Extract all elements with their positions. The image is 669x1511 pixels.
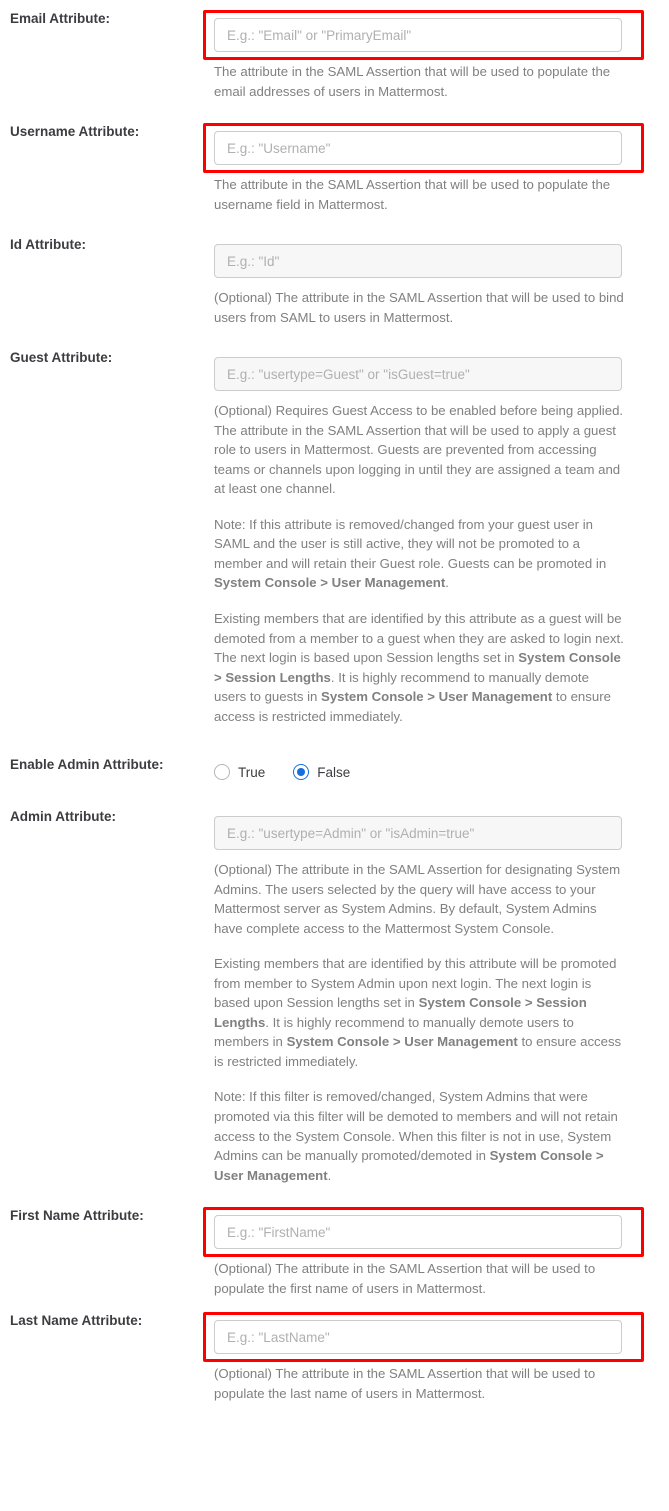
field-row-username-attribute	[0, 123, 669, 214]
help-guest-attribute-3: Existing members that are identified by this attribute as a guest will be demoted from a member to a guest when they are asked to login next. The next login is based upon Session lengths set in System Console > Session Lengths. It is highly recommend to manually demote users to guests in System Console > User Management to ensure access is restricted immediately.	[214, 610, 624, 724]
id-attribute-input[interactable]	[214, 244, 622, 278]
radio-circle-true[interactable]	[214, 764, 230, 780]
email-attribute-input[interactable]	[214, 18, 622, 52]
help-username-attribute: The attribute in the SAML Assertion that will be used to populate the username field in Mattermost.	[214, 177, 611, 212]
highlight-box-email-attribute	[214, 10, 633, 56]
radio-enable-admin-attribute-false[interactable]	[293, 764, 350, 780]
help-last-name-attribute: (Optional) The attribute in the SAML Assertion that will be used to populate the last name of users in Mattermost.	[214, 1366, 596, 1401]
label-last-name-attribute: Last Name Attribute:	[10, 1313, 143, 1329]
help-admin-attribute-1: (Optional) The attribute in the SAML Assertion for designating System Admins. The users selected by the query will have access to your Mattermost server as System Admins. By default, System Admins have complete access to the Mattermost System Console.	[214, 862, 621, 936]
label-enable-admin-attribute: Enable Admin Attribute:	[10, 757, 164, 773]
field-row-first-name-attribute	[0, 1207, 669, 1298]
highlight-box-last-name-attribute	[214, 1312, 633, 1358]
first-name-attribute-input[interactable]	[214, 1215, 622, 1249]
field-row-admin-attribute	[0, 808, 669, 1185]
help-email-attribute: The attribute in the SAML Assertion that will be used to populate the email addresses of users in Mattermost.	[214, 64, 611, 99]
help-guest-attribute-1: (Optional) Requires Guest Access to be enabled before being applied. The attribute in the SAML Assertion that will be used to apply a guest role to users in Mattermost. Guests are prevented from accessing teams or channels upon logging in until they are assigned a team and at least one channel.	[214, 403, 624, 497]
input-wrap-admin-attribute	[214, 808, 633, 854]
guest-attribute-input[interactable]	[214, 357, 622, 391]
username-attribute-input[interactable]	[214, 131, 622, 165]
label-id-attribute: Id Attribute:	[10, 237, 86, 253]
label-email-attribute: Email Attribute:	[10, 11, 111, 26]
field-row-id-attribute	[0, 236, 669, 327]
label-first-name-attribute: First Name Attribute:	[10, 1208, 144, 1224]
highlight-box-username-attribute	[214, 123, 633, 169]
input-wrap-id-attribute	[214, 236, 633, 282]
field-row-enable-admin-attribute	[0, 756, 669, 786]
radio-circle-false[interactable]	[293, 764, 309, 780]
help-admin-attribute-3: Note: If this filter is removed/changed, System Admins that were promoted via this filter will be demoted to members and will not retain access to the System Console. When this filter is not in use, System Admins can be manually promoted/demoted in System Console > User Management.	[214, 1089, 618, 1183]
last-name-attribute-input[interactable]	[214, 1320, 622, 1354]
label-admin-attribute: Admin Attribute:	[10, 809, 116, 825]
radio-label-false: False	[317, 764, 351, 780]
help-guest-attribute-2: Note: If this attribute is removed/changed from your guest user in SAML and the user is still active, they will not be promoted to a member and will retain their Guest role. Guests can be promoted in System Console > User Management.	[214, 516, 607, 591]
highlight-box-first-name-attribute	[214, 1207, 633, 1253]
field-row-guest-attribute	[0, 349, 669, 726]
label-guest-attribute: Guest Attribute:	[10, 350, 113, 366]
enable-admin-attribute-radio-group	[214, 756, 633, 786]
input-wrap-guest-attribute	[214, 349, 633, 395]
label-username-attribute: Username Attribute:	[10, 124, 140, 140]
radio-enable-admin-attribute-true[interactable]	[214, 764, 265, 780]
help-id-attribute: (Optional) The attribute in the SAML Assertion that will be used to bind users from SAML to users in Mattermost.	[214, 290, 624, 325]
field-row-email-attribute	[0, 10, 669, 101]
radio-label-true: True	[238, 764, 266, 780]
help-first-name-attribute: (Optional) The attribute in the SAML Assertion that will be used to populate the first name of users in Mattermost.	[214, 1261, 596, 1296]
admin-attribute-input[interactable]	[214, 816, 622, 850]
help-admin-attribute-2: Existing members that are identified by this attribute will be promoted from member to System Admin upon next login. The next login is based upon Session lengths set in System Console > Session Lengths. It is highly recommend to manually demote users to members in System Console > User Management to ensure access is restricted immediately.	[214, 956, 622, 1069]
field-row-last-name-attribute	[0, 1312, 669, 1403]
